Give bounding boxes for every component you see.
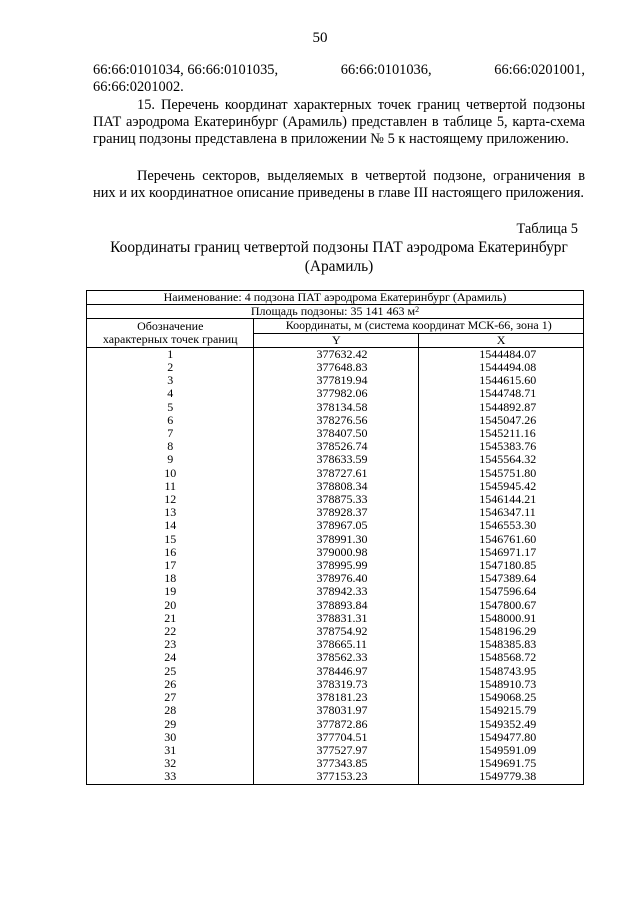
x-coordinate-cell: 1549068.25 — [419, 691, 584, 704]
y-coordinate-cell: 378991.30 — [254, 533, 419, 546]
x-coordinate-cell: 1549779.38 — [419, 770, 584, 784]
header-x: X — [419, 333, 584, 347]
header-coordinates: Координаты, м (система координат МСК-66, зона 1) — [254, 319, 584, 333]
paragraph-15: 15. Перечень координат характерных точек границ четвертой подзоны ПАТ аэродрома Екатеринбург (Арамиль) представлен в таблице 5, карта-схема границ подзоны представлена в приложении № 5 к настоящему приложению. — [93, 97, 585, 148]
y-coordinate-cell: 378181.23 — [254, 691, 419, 704]
y-coordinate-cell: 378526.74 — [254, 440, 419, 453]
header-point-designation-cont: характерных точек границ — [87, 333, 254, 347]
table-row — [87, 731, 584, 744]
area-text: Площадь подзоны: 35 141 463 м — [250, 304, 416, 319]
x-coordinate-cell: 1546971.17 — [419, 546, 584, 559]
point-number-cell: 25 — [87, 665, 254, 678]
x-coordinate-cell: 1546144.21 — [419, 493, 584, 506]
point-number-cell: 15 — [87, 533, 254, 546]
x-coordinate-cell: 1545383.76 — [419, 440, 584, 453]
table-area-cell — [87, 305, 584, 319]
y-coordinate-cell: 377343.85 — [254, 757, 419, 770]
x-coordinate-cell: 1548196.29 — [419, 625, 584, 638]
y-coordinate-cell: 378831.31 — [254, 612, 419, 625]
point-number-cell: 24 — [87, 651, 254, 664]
x-coordinate-cell: 1546761.60 — [419, 533, 584, 546]
y-coordinate-cell: 377819.94 — [254, 374, 419, 387]
y-coordinate-cell: 377872.86 — [254, 718, 419, 731]
table-row — [87, 665, 584, 678]
y-coordinate-cell: 377527.97 — [254, 744, 419, 757]
y-coordinate-cell: 378319.73 — [254, 678, 419, 691]
y-coordinate-cell: 377982.06 — [254, 387, 419, 400]
x-coordinate-cell: 1549691.75 — [419, 757, 584, 770]
y-coordinate-cell: 378633.59 — [254, 453, 419, 466]
point-number-cell: 11 — [87, 480, 254, 493]
y-coordinate-cell: 378995.99 — [254, 559, 419, 572]
point-number-cell: 14 — [87, 519, 254, 532]
x-coordinate-cell: 1547180.85 — [419, 559, 584, 572]
point-number-cell: 19 — [87, 585, 254, 598]
y-coordinate-cell: 378976.40 — [254, 572, 419, 585]
y-coordinate-cell: 378562.33 — [254, 651, 419, 664]
table-row — [87, 651, 584, 664]
point-number-cell: 30 — [87, 731, 254, 744]
table-row — [87, 704, 584, 717]
table-row — [87, 770, 584, 784]
y-coordinate-cell: 378928.37 — [254, 506, 419, 519]
x-coordinate-cell: 1547800.67 — [419, 599, 584, 612]
point-number-cell: 31 — [87, 744, 254, 757]
point-number-cell: 3 — [87, 374, 254, 387]
table-header-row — [87, 319, 584, 333]
page-number: 50 — [312, 30, 328, 46]
point-number-cell: 5 — [87, 401, 254, 414]
point-number-cell: 17 — [87, 559, 254, 572]
table-row — [87, 453, 584, 466]
point-number-cell: 22 — [87, 625, 254, 638]
y-coordinate-cell: 378875.33 — [254, 493, 419, 506]
point-number-cell: 7 — [87, 427, 254, 440]
point-number-cell: 4 — [87, 387, 254, 400]
point-number-cell: 21 — [87, 612, 254, 625]
table-row — [87, 467, 584, 480]
point-number-cell: 27 — [87, 691, 254, 704]
point-number-cell: 32 — [87, 757, 254, 770]
header-y: Y — [254, 333, 419, 347]
cadastral-item: 66:66:0101034, 66:66:0101035, — [93, 62, 279, 78]
point-number-cell: 16 — [87, 546, 254, 559]
point-number-cell: 18 — [87, 572, 254, 585]
cadastral-item: 66:66:0201001, — [494, 62, 585, 78]
x-coordinate-cell: 1549591.09 — [419, 744, 584, 757]
x-coordinate-cell: 1547389.64 — [419, 572, 584, 585]
x-coordinate-cell: 1545751.80 — [419, 467, 584, 480]
point-number-cell: 23 — [87, 638, 254, 651]
cadastral-item: 66:66:0101036, — [340, 62, 432, 78]
x-coordinate-cell: 1549477.80 — [419, 731, 584, 744]
y-coordinate-cell: 378407.50 — [254, 427, 419, 440]
point-number-cell: 29 — [87, 718, 254, 731]
y-coordinate-cell: 378893.84 — [254, 599, 419, 612]
x-coordinate-cell: 1548568.72 — [419, 651, 584, 664]
table-row — [87, 401, 584, 414]
x-coordinate-cell: 1548743.95 — [419, 665, 584, 678]
table-row — [87, 585, 584, 598]
table-row — [87, 533, 584, 546]
y-coordinate-cell: 378276.56 — [254, 414, 419, 427]
x-coordinate-cell: 1549215.79 — [419, 704, 584, 717]
x-coordinate-cell: 1544494.08 — [419, 361, 584, 374]
table-row — [87, 519, 584, 532]
x-coordinate-cell: 1544892.87 — [419, 401, 584, 414]
table-caption: Координаты границ четвертой подзоны ПАТ аэродрома Екатеринбург (Арамиль) — [110, 239, 568, 275]
x-coordinate-cell: 1547596.64 — [419, 585, 584, 598]
y-coordinate-cell: 377153.23 — [254, 770, 419, 784]
y-coordinate-cell: 378665.11 — [254, 638, 419, 651]
point-number-cell: 20 — [87, 599, 254, 612]
point-number-cell: 12 — [87, 493, 254, 506]
header-point-designation: Обозначение — [87, 319, 254, 333]
y-coordinate-cell: 378727.61 — [254, 467, 419, 480]
coordinates-table — [86, 290, 584, 785]
y-coordinate-cell: 377704.51 — [254, 731, 419, 744]
point-number-cell: 1 — [87, 347, 254, 361]
x-coordinate-cell: 1544748.71 — [419, 387, 584, 400]
y-coordinate-cell: 378031.97 — [254, 704, 419, 717]
x-coordinate-cell: 1545945.42 — [419, 480, 584, 493]
y-coordinate-cell: 378942.33 — [254, 585, 419, 598]
point-number-cell: 9 — [87, 453, 254, 466]
cadastral-numbers — [93, 62, 585, 96]
x-coordinate-cell: 1548385.83 — [419, 638, 584, 651]
cadastral-item: 66:66:0201002. — [93, 79, 184, 96]
paragraph-sectors: Перечень секторов, выделяемых в четвертой подзоне, ограничения в них и их координатное описание приведены в главе III настоящего приложения. — [93, 168, 585, 202]
y-coordinate-cell: 378134.58 — [254, 401, 419, 414]
table-row — [87, 387, 584, 400]
y-coordinate-cell: 377632.42 — [254, 347, 419, 361]
point-number-cell: 6 — [87, 414, 254, 427]
point-number-cell: 26 — [87, 678, 254, 691]
table-row — [87, 347, 584, 361]
x-coordinate-cell: 1544615.60 — [419, 374, 584, 387]
table-name-row — [87, 291, 584, 305]
x-coordinate-cell: 1549352.49 — [419, 718, 584, 731]
point-number-cell: 13 — [87, 506, 254, 519]
y-coordinate-cell: 378446.97 — [254, 665, 419, 678]
x-coordinate-cell: 1545564.32 — [419, 453, 584, 466]
point-number-cell: 10 — [87, 467, 254, 480]
x-coordinate-cell: 1548000.91 — [419, 612, 584, 625]
x-coordinate-cell: 1545047.26 — [419, 414, 584, 427]
point-number-cell: 2 — [87, 361, 254, 374]
x-coordinate-cell: 1546347.11 — [419, 506, 584, 519]
table-number: Таблица 5 — [516, 221, 578, 237]
area-superscript: 2 — [415, 305, 420, 315]
x-coordinate-cell: 1546553.30 — [419, 519, 584, 532]
y-coordinate-cell: 379000.98 — [254, 546, 419, 559]
y-coordinate-cell: 378808.34 — [254, 480, 419, 493]
table-row — [87, 599, 584, 612]
y-coordinate-cell: 377648.83 — [254, 361, 419, 374]
x-coordinate-cell: 1544484.07 — [419, 347, 584, 361]
table-header-row — [87, 333, 584, 347]
table-area-row — [87, 305, 584, 319]
y-coordinate-cell: 378754.92 — [254, 625, 419, 638]
table-name-cell: Наименование: 4 подзона ПАТ аэродрома Екатеринбург (Арамиль) — [87, 291, 584, 305]
y-coordinate-cell: 378967.05 — [254, 519, 419, 532]
table-row — [87, 718, 584, 731]
point-number-cell: 8 — [87, 440, 254, 453]
x-coordinate-cell: 1545211.16 — [419, 427, 584, 440]
point-number-cell: 33 — [87, 770, 254, 784]
x-coordinate-cell: 1548910.73 — [419, 678, 584, 691]
point-number-cell: 28 — [87, 704, 254, 717]
